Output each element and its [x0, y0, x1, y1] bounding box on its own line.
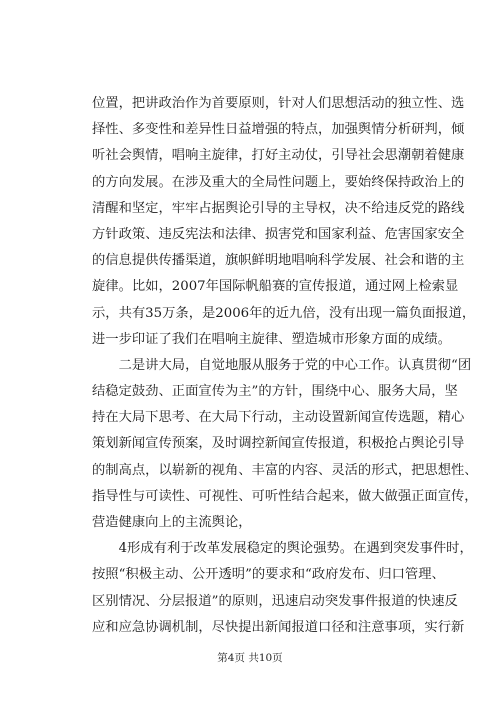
- text-line: 的制高点，以崭新的视角、丰富的内容、灵活的形式，把思想性、: [92, 462, 478, 478]
- text-line: 4形成有利于改革发展稳定的舆论强势。在遇到突发事件时，: [92, 541, 473, 557]
- text-line: 示，共有35万条，是2006年的近九倍，没有出现一篇负面报道，: [92, 305, 476, 321]
- text-line: 方针政策、违反宪法和法律、损害党和国家利益、危害国家安全: [92, 226, 465, 242]
- text-line: 应和应急协调机制，尽快提出新闻报道口径和注意事项，实行新: [92, 619, 465, 635]
- text-line: 按照“积极主动、公开透明”的要求和“政府发布、归口管理、: [92, 567, 445, 583]
- text-line: 旋律。比如，2007年国际帆船赛的宣传报道，通过网上检索显: [92, 279, 459, 295]
- text-line: 择性、多变性和差异性日益增强的特点，加强舆情分析研判，倾: [92, 122, 465, 138]
- text-line: 的方向发展。在涉及重大的全局性问题上，要始终保持政治上的: [92, 174, 465, 190]
- text-line: 营造健康向上的主流舆论，: [92, 515, 252, 530]
- body-text: [92, 91, 478, 641]
- text-line: 的信息提供传播渠道，旗帜鲜明地唱响科学发展、社会和谐的主: [92, 253, 465, 269]
- text-line: 持在大局下思考、在大局下行动，主动设置新闻宣传选题，精心: [92, 410, 465, 426]
- text-line: 清醒和坚定，牢牢占据舆论引导的主导权，决不给违反党的路线: [92, 200, 465, 216]
- text-line: 位置，把讲政治作为首要原则，针对人们思想活动的独立性、选: [92, 96, 465, 111]
- text-line: 区别情况、分层报道”的原则，迅速启动突发事件报道的快速反: [92, 593, 458, 609]
- text-line: 策划新闻宣传预案，及时调控新闻宣传报道，积极抢占舆论引导: [92, 436, 465, 452]
- text-line: 结稳定鼓劲、正面宣传为主”的方针，围绕中心、服务大局，坚: [92, 384, 458, 400]
- text-line: 听社会舆情，唱响主旋律，打好主动仗，引导社会思潮朝着健康: [92, 148, 465, 164]
- page-footer: 第4页 共10页: [217, 652, 283, 664]
- text-line: 进一步印证了我们在唱响主旋律、塑造城市形象方面的成绩。: [92, 331, 452, 347]
- text-line: 指导性与可读性、可视性、可听性结合起来，做大做强正面宣传，: [92, 488, 478, 504]
- text-line: 二是讲大局，自觉地服从服务于党的中心工作。认真贯彻“团: [92, 357, 472, 373]
